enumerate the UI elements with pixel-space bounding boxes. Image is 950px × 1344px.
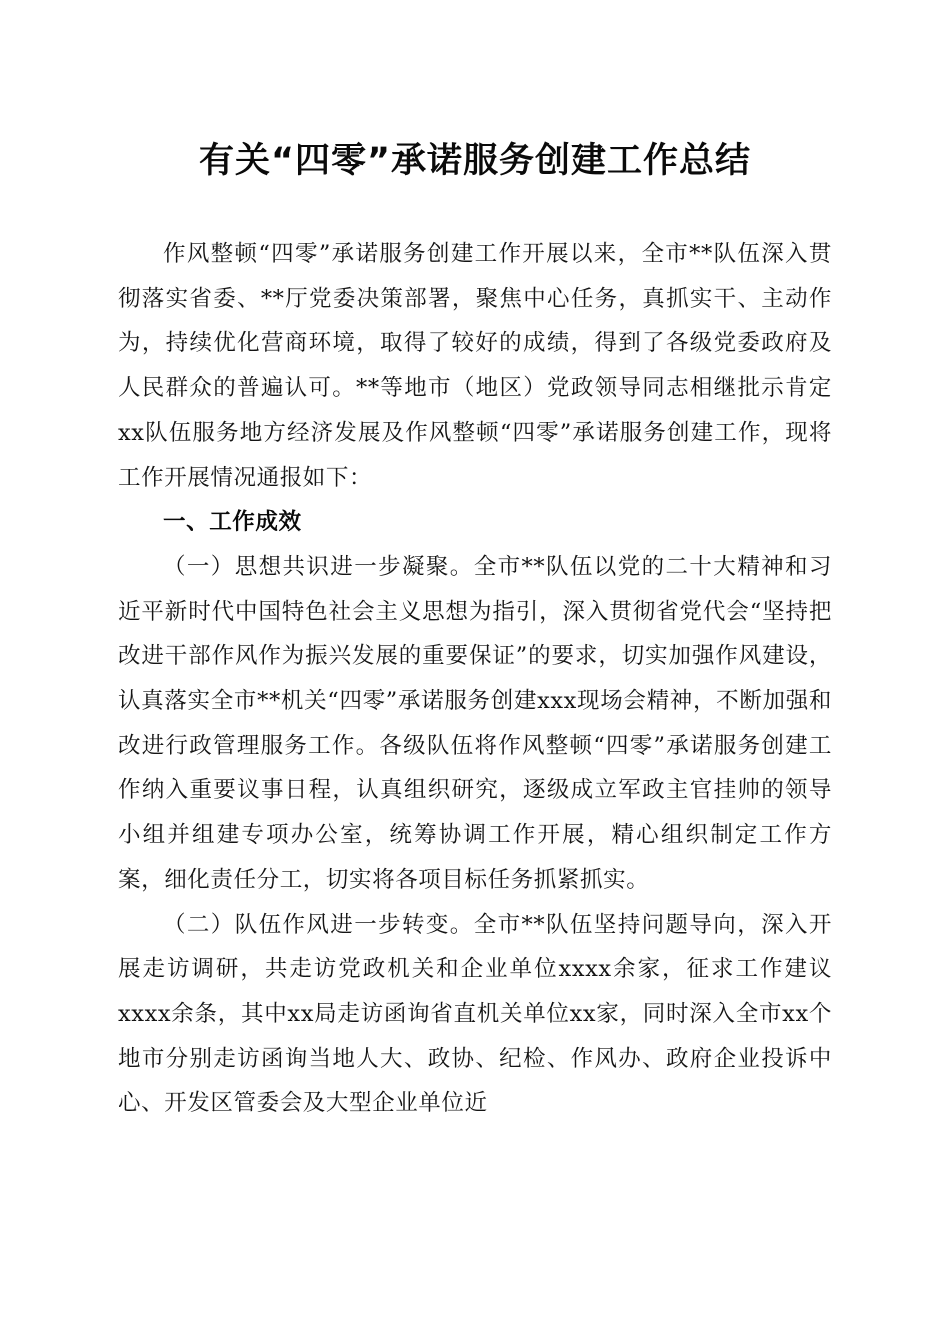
item-1-text: 全市**队伍以党的二十大精神和习近平新时代中国特色社会主义思想为指引，深入贯彻省党代会“坚持把改进干部作风作为振兴发展的重要保证”的要求，切实加强作风建设，认真落实全市**机关“四零”承诺服务创建xxx现场会精神，不断加强和改进行政管理服务工作。各级队伍将作风整顿“四零”承诺服务创建工作纳入重要议事日程，认真组织研究，逐级成立军政主官挂帅的领导小组并组建专项办公室，统筹协调工作开展，精心组织制定工作方案，细化责任分工，切实将各项目标任务抓紧抓实。: [118, 553, 832, 893]
item-1-lead: （一）思想共识进一步凝聚。: [163, 553, 474, 580]
document-body: [118, 232, 832, 1126]
section-heading: 一、工作成效: [163, 509, 302, 536]
intro-paragraph: 作风整顿“四零”承诺服务创建工作开展以来，全市**队伍深入贯彻落实省委、**厅党委决策部署，聚焦中心任务，真抓实干、主动作为，持续优化营商环境，取得了较好的成绩，得到了各级党委政府及人民群众的普遍认可。**等地市（地区）党政领导同志相继批示肯定xx队伍服务地方经济发展及作风整顿“四零”承诺服务创建工作，现将工作开展情况通报如下：: [118, 241, 832, 491]
item-paragraph-2: [118, 903, 832, 1127]
item-paragraph-1: [118, 545, 832, 903]
document-title: 有关“四零”承诺服务创建工作总结: [198, 141, 751, 181]
item-2-lead: （二）队伍作风进一步转变。: [163, 911, 474, 938]
item-2-text: 全市**队伍坚持问题导向，深入开展走访调研，共走访党政机关和企业单位xxxx余家，征求工作建议xxxx余条，其中xx局走访函询省直机关单位xx家，同时深入全市xx个地市分别走访函询当地人大、政协、纪检、作风办、政府企业投诉中心、开发区管委会及大型企业单位近: [118, 911, 832, 1117]
